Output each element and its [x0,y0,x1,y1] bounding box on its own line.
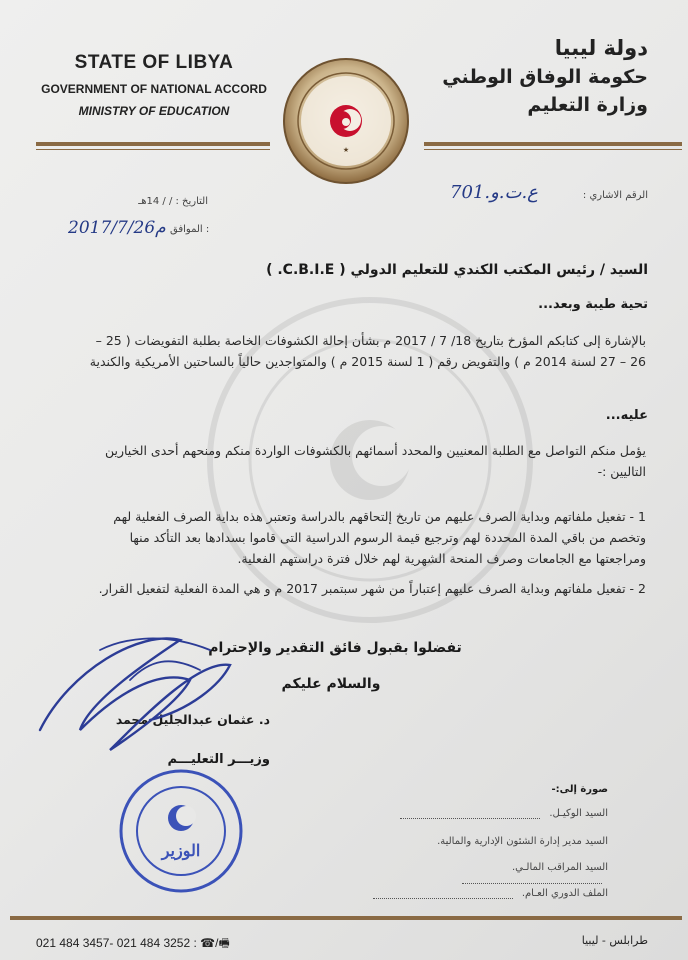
state-of-libya: STATE OF LIBYA [74,52,234,73]
addressee: السيد / رئيس المكتب الكندي للتعليم الدولي ( C.B.I.E. ) [266,262,648,278]
footer-city: طرابلس - ليبيا [581,934,648,947]
ministry-name: MINISTRY OF EDUCATION [78,104,230,118]
cc-item: السيد المراقب المالـي. [368,862,608,884]
footer-rule [10,916,682,920]
svg-text:★: ★ [342,146,350,154]
closing-salam: والسلام عليكم [281,676,381,692]
option-two: 2 - تفعيل ملفاتهم وبداية الصرف عليهم إعتباراً من شهر سبتمبر 2017 م و هي المدة الفعلية لتفعيل القرار. [98,581,646,596]
arabic-header [428,36,648,116]
paragraph-reference: بالإشارة إلى كتابكم المؤرخ بتاريخ 18/ 7 / 2017 م بشأن إحالة الكشوفات الخاصة بطلبة التفويضات ( 25 – 26 – 27 لسنة 2014 م ) والتفويض رقم ( 1 لسنة 2015 م ) والمتواجدين حالياً بالساحتين الأمريكية والكندية [89,333,646,369]
corresponding-date: 2017/7/26م [68,218,166,238]
english-header [28,52,280,118]
cc-item: السيد مدير إدارة الشئون الإدارية والمالية. [437,836,608,847]
footer-phones: 021 484 3457- 021 484 3252 : ☎/🖷 [36,936,230,950]
ref-value: 701.ع.ت.و [450,182,538,203]
arabic-ministry: وزارة التعليم [527,94,648,116]
header-rule-left [36,142,270,150]
header-rule-right [424,142,682,150]
minister-stamp-icon [116,766,246,896]
paragraph-request: يؤمل منكم التواصل مع الطلبة المعنيين والمحدد أسمائهم بالكشوفات الواردة منكم ومنحهم أحدى الخيارين التاليين :- [104,443,646,479]
signer-title: وزيـــر التعليـــم [167,752,270,767]
arabic-government: حكومة الوفاق الوطني [442,66,648,88]
greeting: تحية طيبة وبعد... [538,297,648,312]
ref-label: الرقم الاشاري : [582,190,648,201]
cc-item: السيد الوكيـل. [368,808,608,819]
arabic-state: دولة ليبيا [554,36,648,60]
government-name: GOVERNMENT OF NATIONAL ACCORD [41,82,267,96]
corresponding-label: الموافق : [170,224,210,235]
date-label: التاريخ : / / 14هـ [138,196,208,207]
alayh-heading: عليه... [605,408,648,423]
svg-text:الوزير: الوزير [161,841,201,860]
ministry-seal-icon [281,56,411,186]
signature-icon [30,610,250,770]
cc-label: صورة إلى:- [551,784,608,795]
signer-name: د. عثمان عبدالجليل محمد [115,712,270,727]
cc-item: الملف الدوري العـام. [368,888,608,899]
closing-respect: تفضلوا بقبول فائق التقدير والإحترام [208,640,462,656]
option-one: 1 - تفعيل ملفاتهم وبداية الصرف عليهم من تاريخ إلتحاقهم بالدراسة وتعتبر هذه بداية الصرف الفعلية لهم وتخصم من باقي المدة المحددة لهم وترجيع قيمة الرسوم الدراسية التى قاموا بسدادها بعد التأكد منها ومراجعتها مع الجامعات وصرف المنحة الشهرية لهم خلال فترة دراستهم الفعلية. [113,509,646,566]
